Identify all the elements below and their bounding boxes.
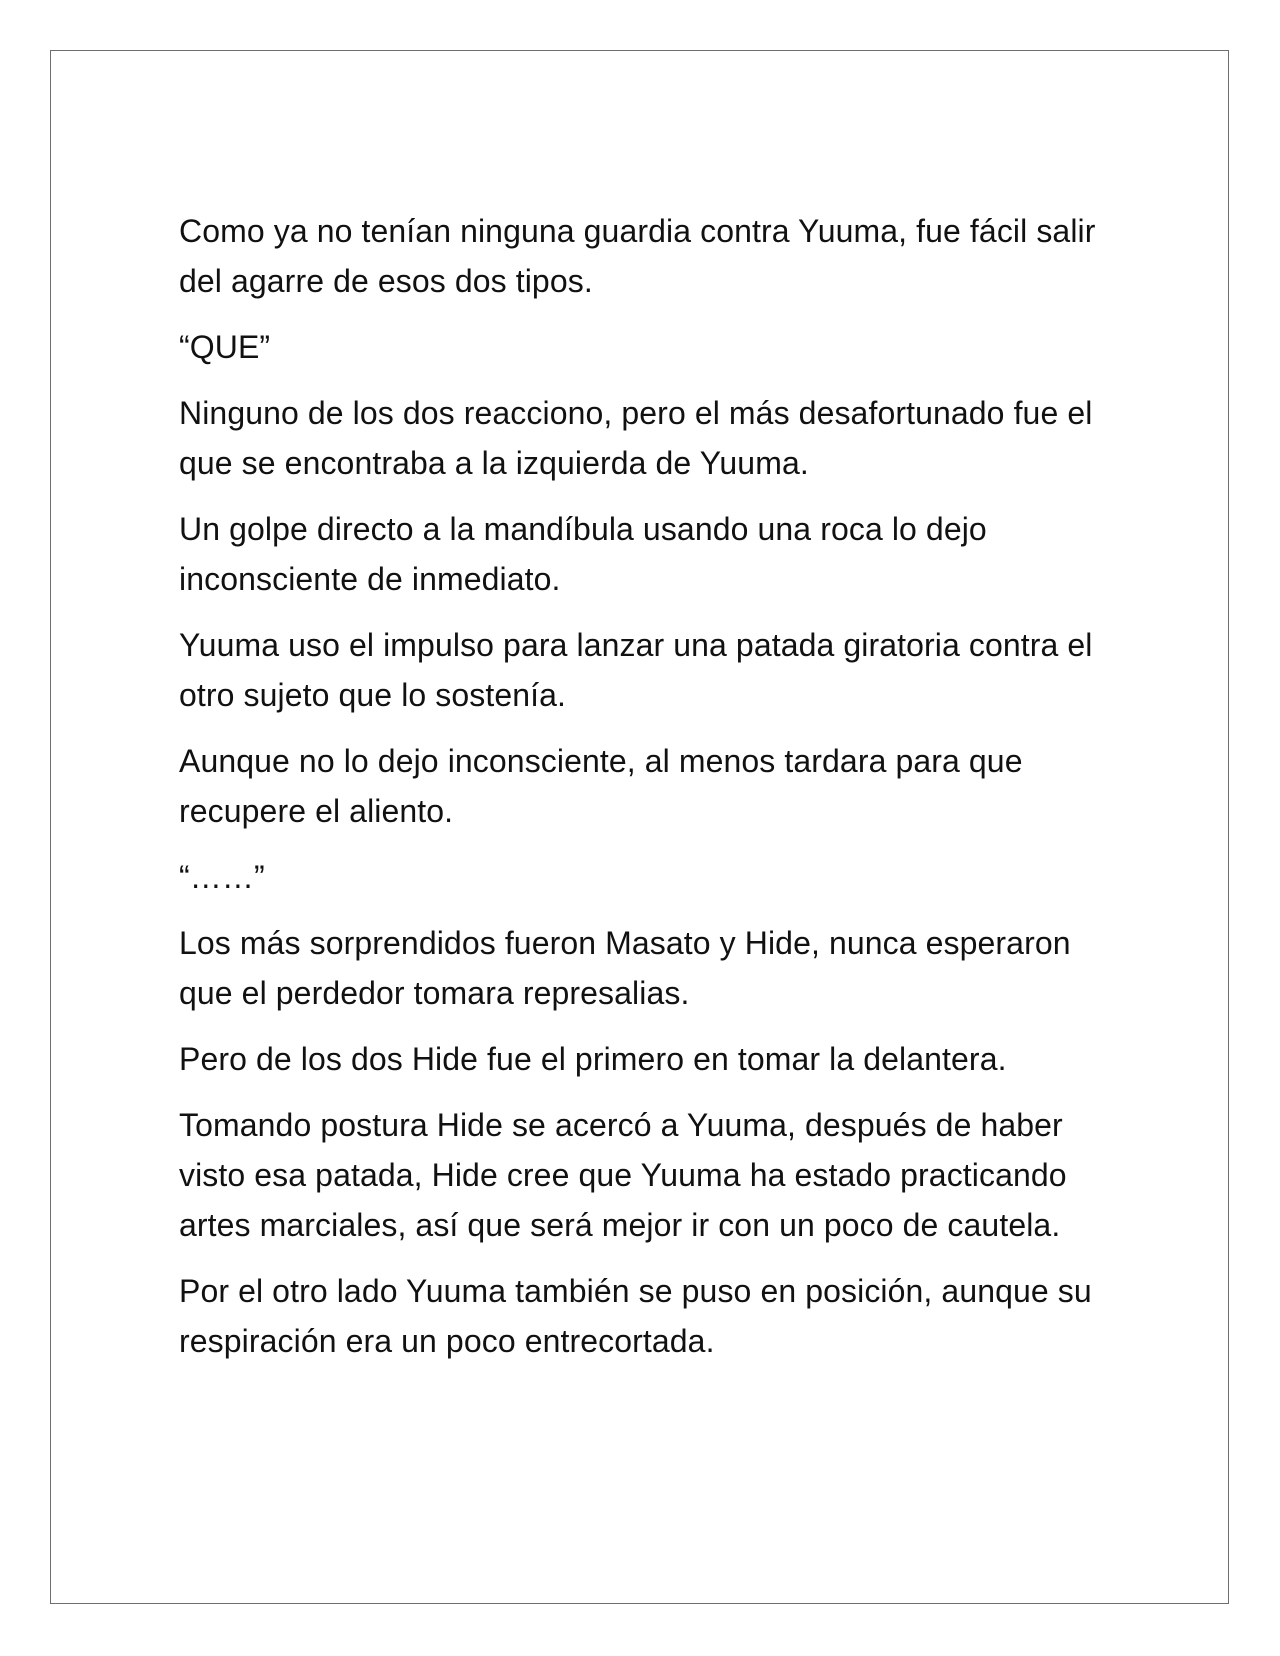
paragraph: Pero de los dos Hide fue el primero en tomar la delantera. [179, 1041, 1007, 1077]
paragraph: Tomando postura Hide se acercó a Yuuma, después de haber visto esa patada, Hide cree que Yuuma ha estado practicando artes marciales, así que será mejor ir con un poco de cautela. [179, 1107, 1067, 1243]
paragraph: Por el otro lado Yuuma también se puso en posición, aunque su respiración era un poco entrecortada. [179, 1273, 1092, 1359]
paragraph: “……” [179, 859, 265, 895]
document-page [50, 50, 1229, 1604]
paragraph: Los más sorprendidos fueron Masato y Hide, nunca esperaron que el perdedor tomara represalias. [179, 925, 1071, 1011]
paragraph: “QUE” [179, 329, 271, 365]
paragraph: Aunque no lo dejo inconsciente, al menos tardara para que recupere el aliento. [179, 743, 1023, 829]
page-body [179, 206, 1099, 1382]
paragraph: Yuuma uso el impulso para lanzar una patada giratoria contra el otro sujeto que lo sostenía. [179, 627, 1093, 713]
paragraph: Un golpe directo a la mandíbula usando una roca lo dejo inconsciente de inmediato. [179, 511, 987, 597]
paragraph: Ninguno de los dos reacciono, pero el más desafortunado fue el que se encontraba a la izquierda de Yuuma. [179, 395, 1093, 481]
paragraph: Como ya no tenían ninguna guardia contra Yuuma, fue fácil salir del agarre de esos dos tipos. [179, 213, 1096, 299]
